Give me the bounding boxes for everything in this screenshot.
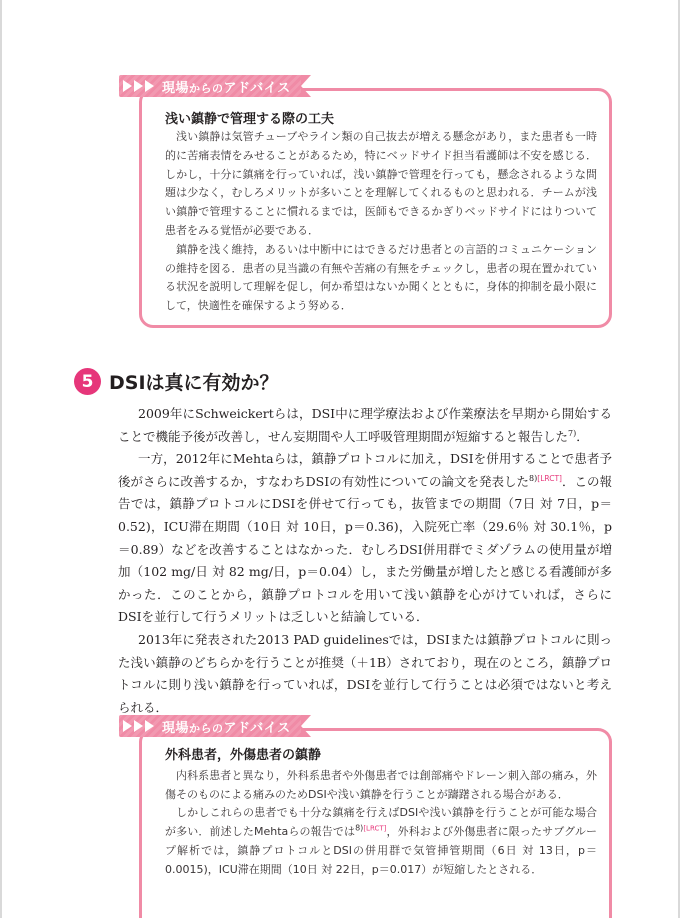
- advice-tab-1-body: [119, 75, 301, 97]
- section-title: DSIは真に有効か？: [109, 372, 279, 394]
- advice-text-2: [165, 767, 597, 879]
- body-paragraph-3: 2013年に発表された2013 PAD guidelinesでは，DSIまたは鎮静プロトコルに則った浅い鎮静のどちらかを行うことが推奨（＋1B）されており，現在のところ，鎮静プロトコルに則り浅い鎮静を行っていれば，DSIを並行して行うことは必須ではないと考えられる．: [118, 631, 612, 715]
- advice-tab-1: [119, 75, 311, 97]
- lrct-reference-tag: [LRCT]: [537, 473, 562, 483]
- advice-tab-2: [119, 715, 311, 737]
- triple-arrow-icon: [123, 720, 156, 732]
- lrct-reference-tag: [LRCT]: [363, 824, 387, 833]
- advice-2-paragraph-1: 内科系患者と異なり，外科系患者や外傷患者では創部痛やドレーン刺入部の痛み，外傷そのものによる痛みのためDSIや浅い鎮静を行うことが躊躇される場合がある．: [165, 769, 597, 801]
- advice-heading-2: 外科患者，外傷患者の鎮静: [165, 748, 322, 763]
- advice-tab-2-body: [119, 715, 301, 737]
- section-number-badge: 5: [74, 368, 101, 395]
- body-paragraph-2: 一方，2012年にMehtaらは，鎮静プロトコルに加え，DSIを併用することで患者予後がさらに改善するか，すなわちDSIの有効性についての論文を発表した$^{8)[LRCT]}$．この報告では，鎮静プロトコルにDSIを併せて行っても，抜管までの期間（7日 対 7日，p＝0.52)，ICU滞在期間（10日 対 10日，p＝0.36)，入院死亡率（29.6％ 対 30.1％，p＝0.89）などを改善することはなかった．むしろDSI併用群でミダゾラムの使用量が増加（102 mg/日 対 82 mg/日，p＝0.04）し，また労働量が増したと感じる看護師が多かった．このことから，鎮静プロトコルを用いて浅い鎮静を心がけていれば，さらにDSIを並行して行うメリットは乏しいと結論している．: [118, 451, 612, 625]
- section-heading: [74, 368, 279, 395]
- body-paragraph-1: 2009年にSchweickertらは，DSI中に理学療法および作業療法を早期から開始することで機能予後が改善し，せん妄期間や人工呼吸管理期間が短縮すると報告した$^{7)}$．: [118, 406, 612, 444]
- body-text: [118, 403, 612, 719]
- advice-1-paragraph-1: 浅い鎮静は気管チューブやライン類の自己抜去が増える懸念があり，また患者も一時的に苦痛表情をみせることがあるため，特にベッドサイド担当看護師は不安を感じる．しかし，十分に鎮痛を行っていれば，浅い鎮静で管理を行っても，懸念されるような問題は少なく，むしろメリットが多いことを理解してくれるものと思われる．チームが浅い鎮静で管理することに慣れるまでは，医師もできるかぎりベッドサイドにはりついて患者をみる覚悟が必要である．: [165, 130, 597, 237]
- advice-tab-1-notch: [301, 75, 311, 97]
- advice-tab-2-label: 現場からのアドバイス: [162, 720, 291, 736]
- advice-heading-1: 浅い鎮静で管理する際の工夫: [165, 112, 335, 127]
- advice-2-paragraph-2: しかしこれらの患者でも十分な鎮痛を行えばDSIや浅い鎮静を行うことが可能な場合が多い．前述したMehtaらの報告では$^{8)[LRCT]}$，外科および外傷患者に限ったサブグループ解析では，鎮静プロトコルとDSIの併用群で気管挿管期間（6日 対 13日，p＝0.0015)，ICU滞在期間（10日 対 22日，p＝0.017）が短縮したとされる．: [165, 806, 597, 876]
- triple-arrow-icon: [123, 80, 156, 92]
- advice-text-1: [165, 128, 597, 316]
- advice-tab-1-label: 現場からのアドバイス: [162, 80, 291, 96]
- advice-1-paragraph-2: 鎮静を浅く維持，あるいは中断中にはできるだけ患者との言語的コミュニケーションの維持を図る．患者の見当識の有無や苦痛の有無をチェックし，患者の現在置かれている状況を説明して理解を促し，何か希望はないか聞くとともに，身体的抑制を最小限にして，快適性を確保するよう努める．: [165, 242, 597, 313]
- advice-tab-2-notch: [301, 715, 311, 737]
